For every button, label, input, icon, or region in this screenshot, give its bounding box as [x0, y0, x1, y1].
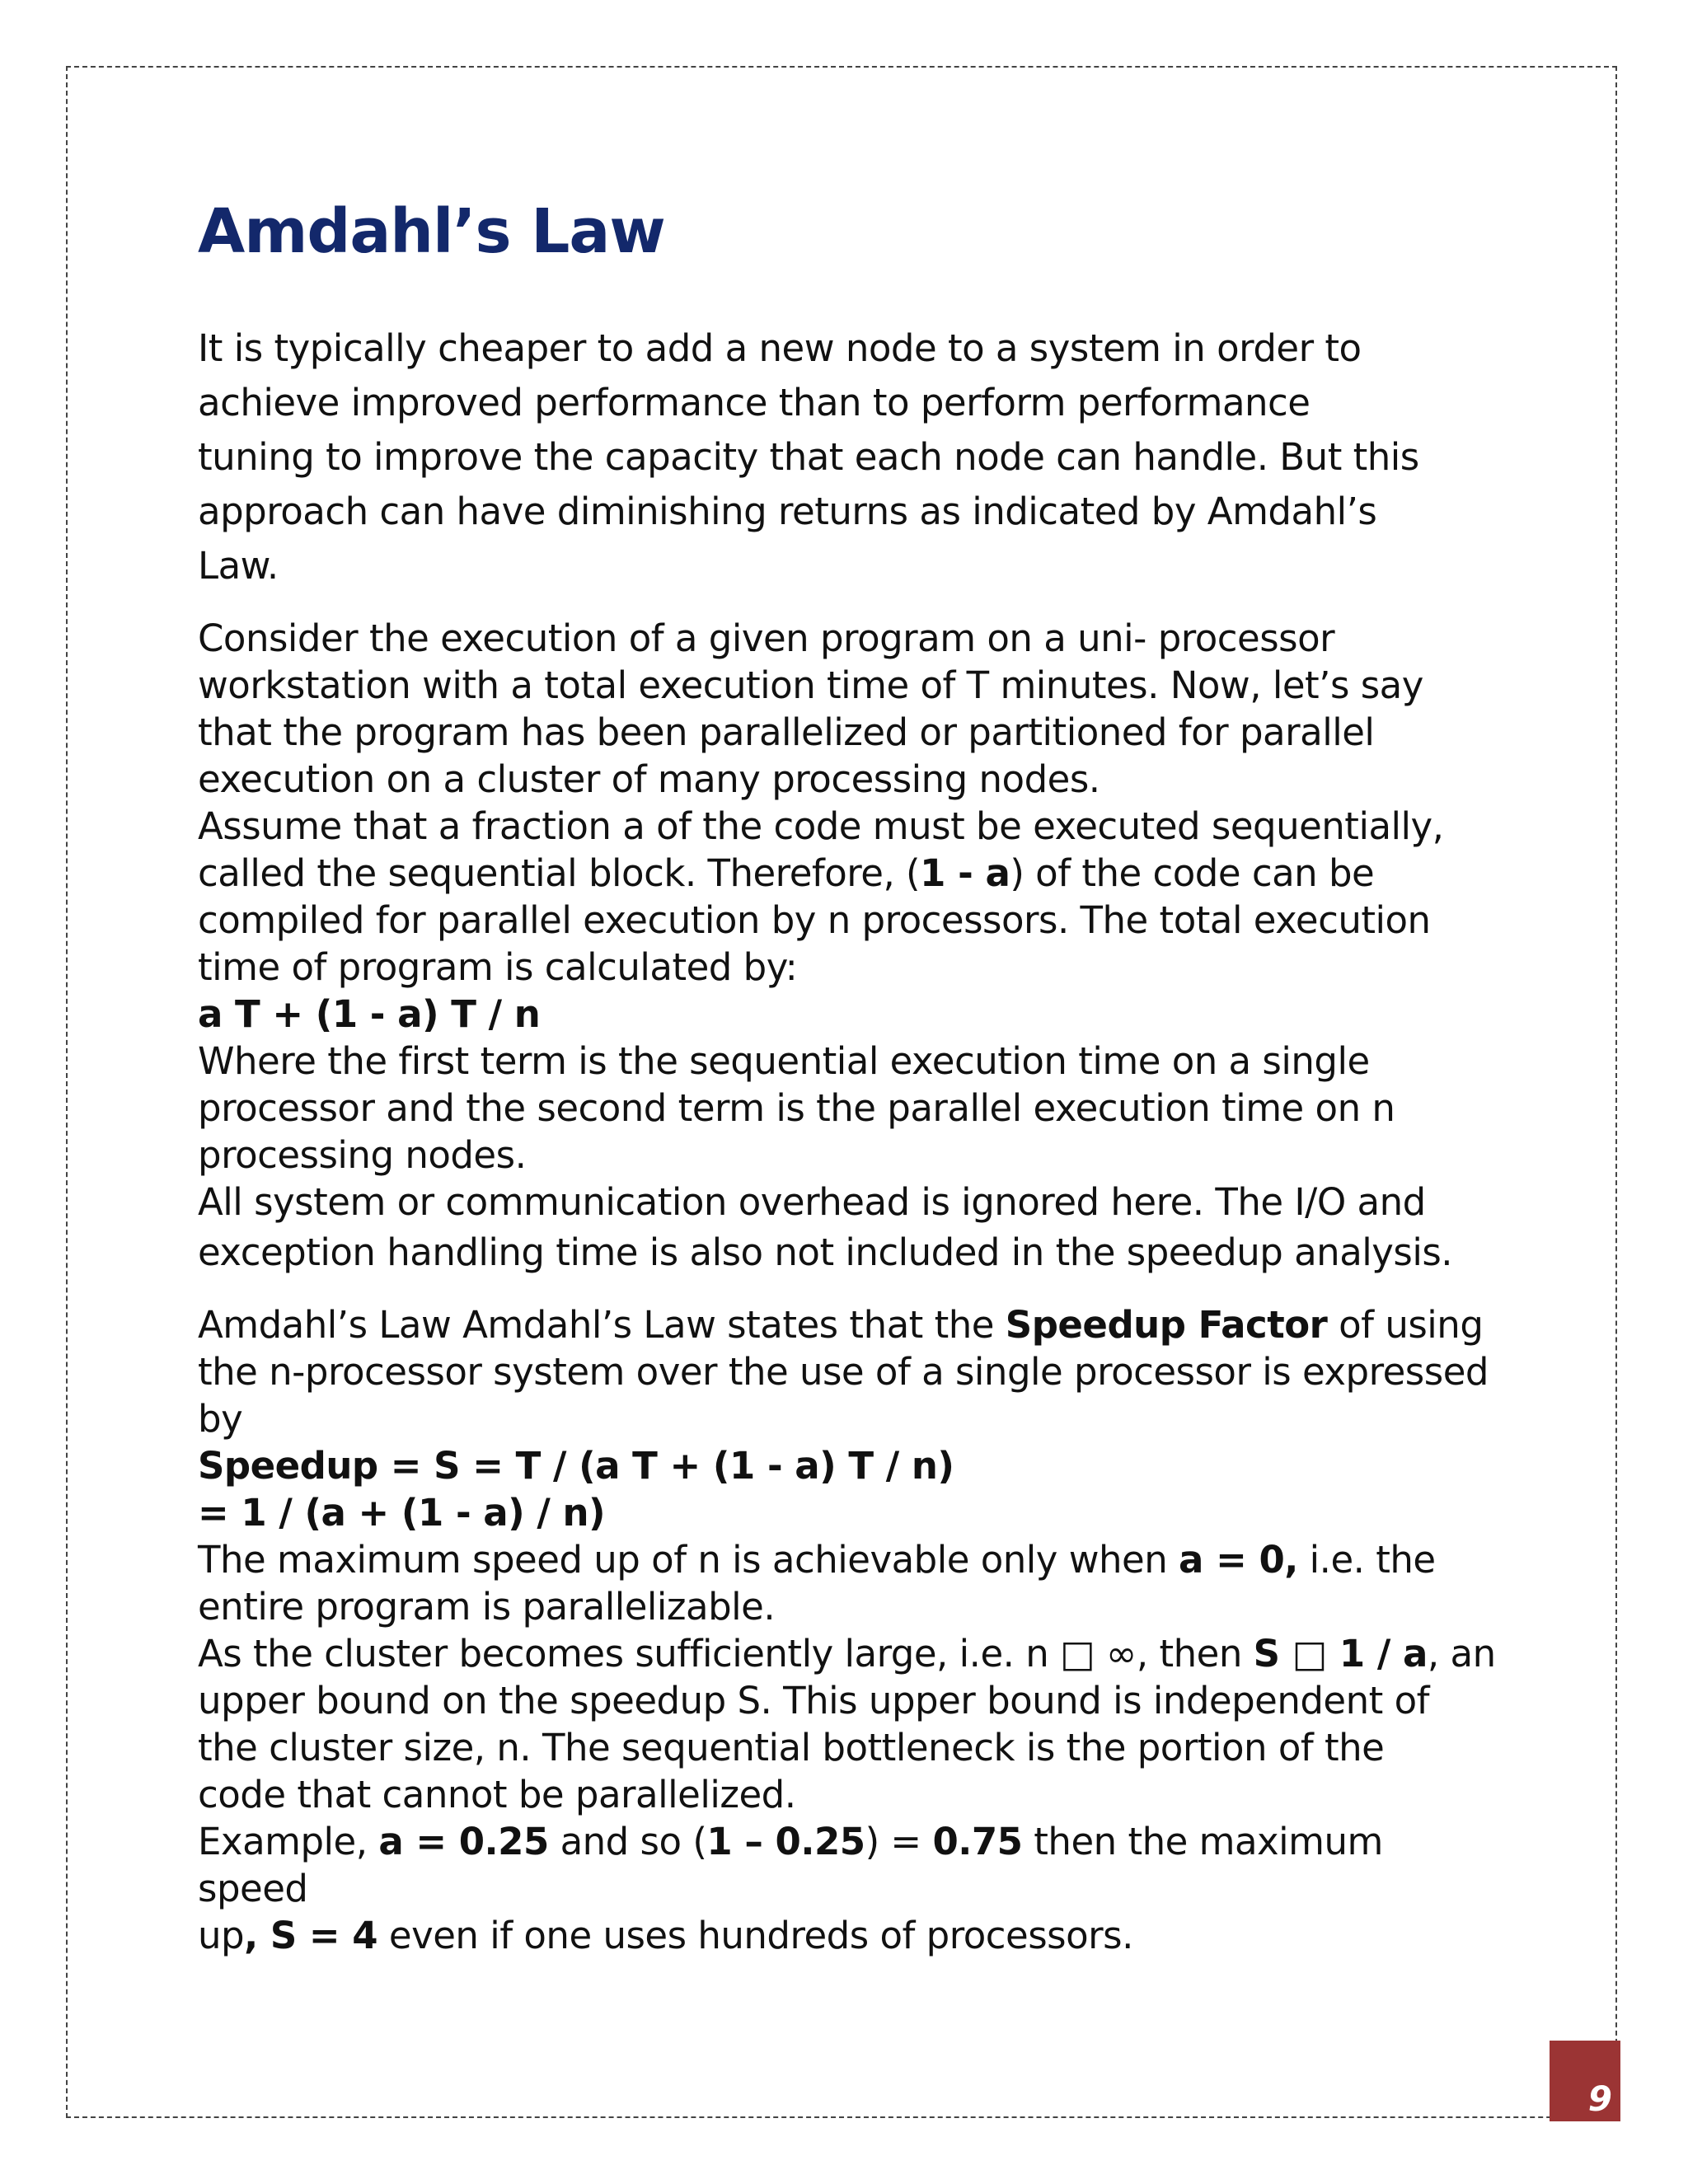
speedup-paragraph [198, 1301, 1500, 1959]
speedup-formula-simplified: = 1 / (a + (1 - a) / n) [198, 1491, 606, 1535]
text-line: workstation with a total execution time of T minutes. Now, let’s say [198, 663, 1423, 707]
text-line: called the sequential block. Therefore, (1 - a) of the code can be [198, 851, 1375, 895]
execution-time-formula: a T + (1 - a) T / n [198, 992, 541, 1036]
execution-paragraph [198, 615, 1500, 1280]
text-line: the cluster size, n. The sequential bottleneck is the portion of the [198, 1726, 1385, 1769]
text-line: Law. [198, 544, 279, 588]
text-line: The maximum speed up of n is achievable only when a = 0, i.e. the [198, 1538, 1436, 1582]
text-line: up, S = 4 even if one uses hundreds of processors. [198, 1914, 1133, 1957]
text-line: processing nodes. [198, 1133, 527, 1177]
text-line: Where the first term is the sequential execution time on a single [198, 1039, 1370, 1083]
text-line: Assume that a fraction a of the code must be executed sequentially, [198, 804, 1444, 848]
text-line: code that cannot be parallelized. [198, 1773, 796, 1816]
text-line: by [198, 1397, 243, 1441]
text-line: approach can have diminishing returns as indicated by Amdahl’s [198, 490, 1377, 533]
text-line: Consider the execution of a given program on a uni- processor [198, 616, 1335, 660]
text-line: the n-processor system over the use of a single processor is expressed [198, 1350, 1489, 1394]
text-line: processor and the second term is the parallel execution time on n [198, 1086, 1395, 1130]
text-line: As the cluster becomes sufficiently large, i.e. n □ ∞, then S □ 1 / a, an [198, 1632, 1496, 1675]
text-line: All system or communication overhead is ignored here. The I/O and [198, 1180, 1426, 1224]
text-line: entire program is parallelizable. [198, 1585, 776, 1629]
text-line: upper bound on the speedup S. This upper bound is independent of [198, 1679, 1429, 1722]
text-line: Amdahl’s Law Amdahl’s Law states that the Speedup Factor of using [198, 1303, 1484, 1347]
text-line: execution on a cluster of many processing nodes. [198, 757, 1100, 801]
speedup-formula: Speedup = S = T / (a T + (1 - a) T / n) [198, 1444, 954, 1488]
page-number: 9 [1550, 2041, 1620, 2121]
intro-paragraph [198, 321, 1500, 593]
text-line: time of program is calculated by: [198, 945, 798, 989]
text-line: compiled for parallel execution by n processors. The total execution [198, 898, 1431, 942]
text-line: achieve improved performance than to perform performance [198, 381, 1311, 424]
text-line: tuning to improve the capacity that each node can handle. But this [198, 435, 1419, 479]
text-line: It is typically cheaper to add a new node to a system in order to [198, 326, 1362, 370]
body-text [198, 321, 1500, 1959]
text-line: that the program has been parallelized or partitioned for parallel [198, 710, 1375, 754]
text-line: Example, a = 0.25 and so (1 – 0.25) = 0.75 then the maximum speed [198, 1820, 1383, 1910]
text-line: exception handling time is also not included in the speedup analysis. [198, 1230, 1453, 1274]
page-title: Amdahl’s Law [198, 196, 665, 267]
